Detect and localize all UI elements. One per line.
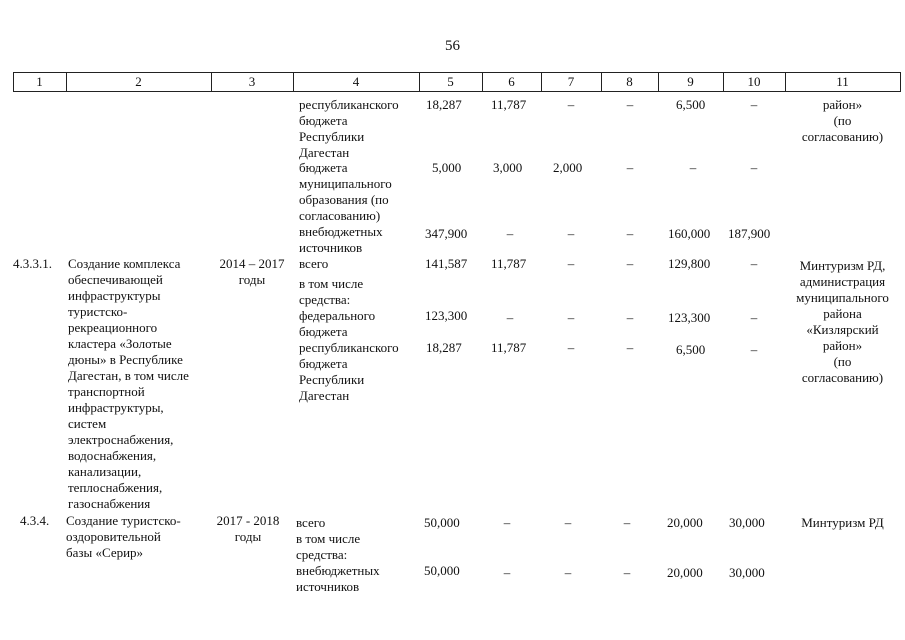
source-line: бюджета	[299, 113, 348, 128]
source-line: Дагестан	[299, 388, 350, 403]
value-col10: –	[750, 342, 758, 357]
source-line: Республики	[299, 372, 365, 387]
value-col10: –	[750, 97, 758, 112]
source-line: средства:	[299, 292, 351, 307]
source-line: образования (по	[299, 192, 389, 207]
executor-line: (по	[833, 113, 852, 128]
value-col6: –	[503, 515, 511, 530]
value-col9: 129,800	[668, 256, 711, 271]
source-line: согласованию)	[299, 208, 381, 223]
header-bottom-border	[13, 91, 901, 92]
value-col6: 11,787	[491, 97, 527, 112]
item-name-line: электроснабжения,	[68, 432, 174, 447]
source-line: средства:	[296, 547, 348, 562]
item-name-line: базы «Серир»	[66, 545, 144, 560]
source-line: внебюджетных	[299, 224, 383, 239]
value-col7: –	[564, 515, 572, 530]
item-name-line: Создание туристско-	[66, 513, 181, 528]
column-header: 11	[836, 74, 849, 89]
item-name-line: газоснабжения	[68, 496, 151, 511]
source-line: источников	[296, 579, 360, 594]
value-col10: –	[750, 310, 758, 325]
source-line: республиканского	[299, 97, 399, 112]
column-header: 4	[352, 74, 360, 89]
item-name-line: Создание комплекса	[68, 256, 181, 271]
item-name-line: туристско-	[68, 304, 128, 319]
column-header: 7	[567, 74, 575, 89]
source-line: республиканского	[299, 340, 399, 355]
value-col10: 30,000	[729, 515, 765, 530]
executor-line: Минтуризм РД	[801, 515, 884, 530]
value-col8: –	[626, 256, 634, 271]
value-col7: –	[567, 340, 575, 355]
value-col6: 3,000	[493, 160, 523, 175]
value-col8: –	[623, 565, 631, 580]
item-period-line: годы	[238, 272, 266, 287]
executor-line: район»	[822, 338, 863, 353]
executor-line: согласованию)	[801, 129, 884, 144]
source-line: Дагестан	[299, 145, 350, 160]
value-col8: –	[623, 515, 631, 530]
value-col9: 6,500	[676, 342, 706, 357]
executor-line: «Кизлярский	[806, 322, 879, 337]
item-name-line: дюны» в Республике	[68, 352, 183, 367]
value-col10: –	[750, 256, 758, 271]
value-col8: –	[626, 226, 634, 241]
source-line: Республики	[299, 129, 365, 144]
source-line: бюджета	[299, 324, 348, 339]
value-col7: –	[567, 310, 575, 325]
item-number: 4.3.4.	[20, 513, 50, 528]
item-name-line: транспортной	[68, 384, 145, 399]
source-line: всего	[296, 515, 326, 530]
value-col6: –	[506, 310, 514, 325]
column-header: 8	[626, 74, 633, 89]
value-col7: –	[567, 97, 575, 112]
value-col8: –	[626, 97, 634, 112]
item-name-line: канализации,	[68, 464, 142, 479]
item-name-line: Дагестан, в том числе	[68, 368, 189, 383]
value-col10: –	[750, 160, 758, 175]
value-col7: –	[567, 226, 575, 241]
value-col5: 50,000	[424, 515, 460, 530]
value-col9: –	[689, 160, 697, 175]
value-col9: 20,000	[667, 565, 703, 580]
column-header: 5	[447, 74, 454, 89]
value-col6: –	[506, 226, 514, 241]
item-name-line: водоснабжения,	[68, 448, 157, 463]
value-col6: –	[503, 565, 511, 580]
column-header: 9	[687, 74, 694, 89]
value-col10: 187,900	[728, 226, 771, 241]
source-line: внебюджетных	[296, 563, 380, 578]
value-col5: 123,300	[425, 308, 468, 323]
value-col5: 347,900	[425, 226, 468, 241]
source-line: бюджета	[299, 160, 348, 175]
source-line: в том числе	[296, 531, 361, 546]
page-number: 56	[445, 38, 460, 54]
column-header: 1	[36, 74, 43, 89]
value-col9: 123,300	[668, 310, 711, 325]
executor-line: муниципального	[796, 290, 889, 305]
header-divider	[900, 72, 901, 92]
value-col6: 11,787	[491, 340, 527, 355]
value-col7: 2,000	[553, 160, 583, 175]
item-name-line: кластера «Золотые	[68, 336, 172, 351]
item-period-line: годы	[234, 529, 262, 544]
source-line: бюджета	[299, 356, 348, 371]
value-col5: 18,287	[426, 340, 462, 355]
executor-line: администрация	[799, 274, 886, 289]
value-col5: 50,000	[424, 563, 460, 578]
item-period-line: 2017 - 2018	[216, 513, 280, 528]
item-period-line: 2014 – 2017	[219, 256, 285, 271]
source-line: федерального	[299, 308, 376, 323]
value-col5: 18,287	[426, 97, 462, 112]
item-number: 4.3.3.1.	[13, 256, 52, 271]
executor-line: района	[823, 306, 862, 321]
column-header: 2	[135, 74, 142, 89]
value-col9: 20,000	[667, 515, 703, 530]
executor-line: Минтуризм РД,	[799, 258, 886, 273]
column-header: 3	[248, 74, 256, 89]
item-name-line: обеспечивающей	[68, 272, 163, 287]
item-name-line: рекреационного	[68, 320, 158, 335]
item-name-line: теплоснабжения,	[68, 480, 163, 495]
value-col8: –	[626, 160, 634, 175]
value-col6: 11,787	[491, 256, 527, 271]
value-col10: 30,000	[729, 565, 765, 580]
item-name-line: инфраструктуры	[68, 288, 161, 303]
value-col9: 160,000	[668, 226, 711, 241]
value-col5: 5,000	[432, 160, 462, 175]
value-col7: –	[567, 256, 575, 271]
executor-line: согласованию)	[801, 370, 884, 385]
source-line: муниципального	[299, 176, 392, 191]
item-name-line: систем	[68, 416, 107, 431]
value-col5: 141,587	[425, 256, 468, 271]
item-name-line: оздоровительной	[66, 529, 161, 544]
value-col9: 6,500	[676, 97, 706, 112]
column-header: 10	[747, 74, 761, 89]
value-col8: –	[626, 310, 634, 325]
executor-line: район»	[822, 97, 863, 112]
value-col8: –	[626, 340, 634, 355]
source-line: в том числе	[299, 276, 364, 291]
source-line: всего	[299, 256, 329, 271]
executor-line: (по	[833, 354, 852, 369]
value-col7: –	[564, 565, 572, 580]
source-line: источников	[299, 240, 363, 255]
item-name-line: инфраструктуры,	[68, 400, 164, 415]
column-header: 6	[508, 74, 515, 89]
